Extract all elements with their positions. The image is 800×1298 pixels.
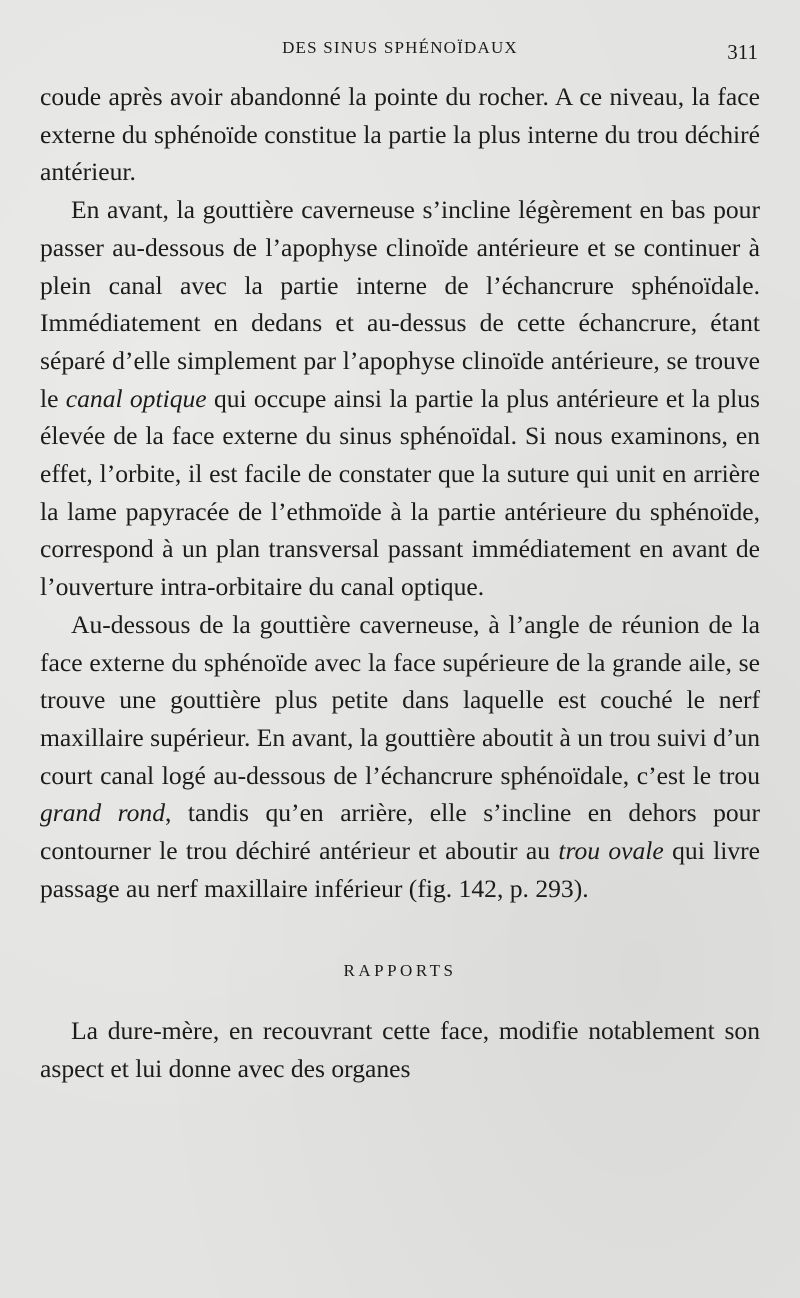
paragraph-3-text-c: qui livre passage au nerf maxillaire inférieur (fig. 142, p. 293). xyxy=(40,836,761,903)
paragraph-3-text-b: , tandis qu’en arrière, elle s’incline en dehors pour contourner le trou déchiré antérieur et aboutir au xyxy=(40,798,760,866)
page-header xyxy=(40,34,760,78)
paragraph-1: coude après avoir abandonné la pointe du rocher. A ce niveau, la face externe du sphénoïde constitue la partie la plus interne du trou déchiré antérieur. xyxy=(40,82,760,187)
section-title: RAPPORTS xyxy=(343,961,457,981)
term-grand-rond: grand rond xyxy=(40,798,166,828)
running-head: DES SINUS SPHÉNOÏDAUX xyxy=(282,38,518,57)
page-number: 311 xyxy=(727,40,758,64)
paragraph-2 xyxy=(40,191,760,606)
term-trou-ovale: trou ovale xyxy=(558,836,664,866)
term-canal-optique: canal optique xyxy=(65,383,207,413)
paragraph-3 xyxy=(40,606,760,908)
paragraph-3-text-a: Au-dessous de la gouttière caverneuse, à l’angle de réunion de la face externe du sphénoïde avec la face supérieure de la grande aile, se trouve une gouttière plus petite dans laquelle est couché le nerf maxillaire supérieur. En avant, la gouttière aboutit à un trou suivi d’un court canal logé au-dessous de l’échancrure sphénoïdale, c’est le trou xyxy=(40,609,760,790)
paragraph-4: La dure-mère, en recouvrant cette face, modifie notablement son aspect et lui donne avec des organes xyxy=(40,1016,760,1083)
paragraph-2-text-a: En avant, la gouttière caverneuse s’incline légèrement en bas pour passer au-dessous de l’apophyse clinoïde antérieure et se continuer à plein canal avec la partie interne de l’échancrure sphénoïdale. Immédiatement en dedans et au-dessus de cette échancrure, étant séparé d’elle simplement par l’apophyse clinoïde antérieure, se trouve le xyxy=(40,195,760,413)
paragraph-2-text-b: qui occupe ainsi la partie la plus antérieure et la plus élevée de la face externe du sinus sphénoïdal. Si nous examinons, en effet, l’orbite, il est facile de constater que la suture qui unit en arrière la lame papyracée de l’ethmoïde à la partie antérieure du sphénoïde, correspond à un plan transversal passant immédiatement en avant de l’ouverture intra-orbitaire du canal optique. xyxy=(40,383,761,602)
body-text xyxy=(40,78,760,1088)
